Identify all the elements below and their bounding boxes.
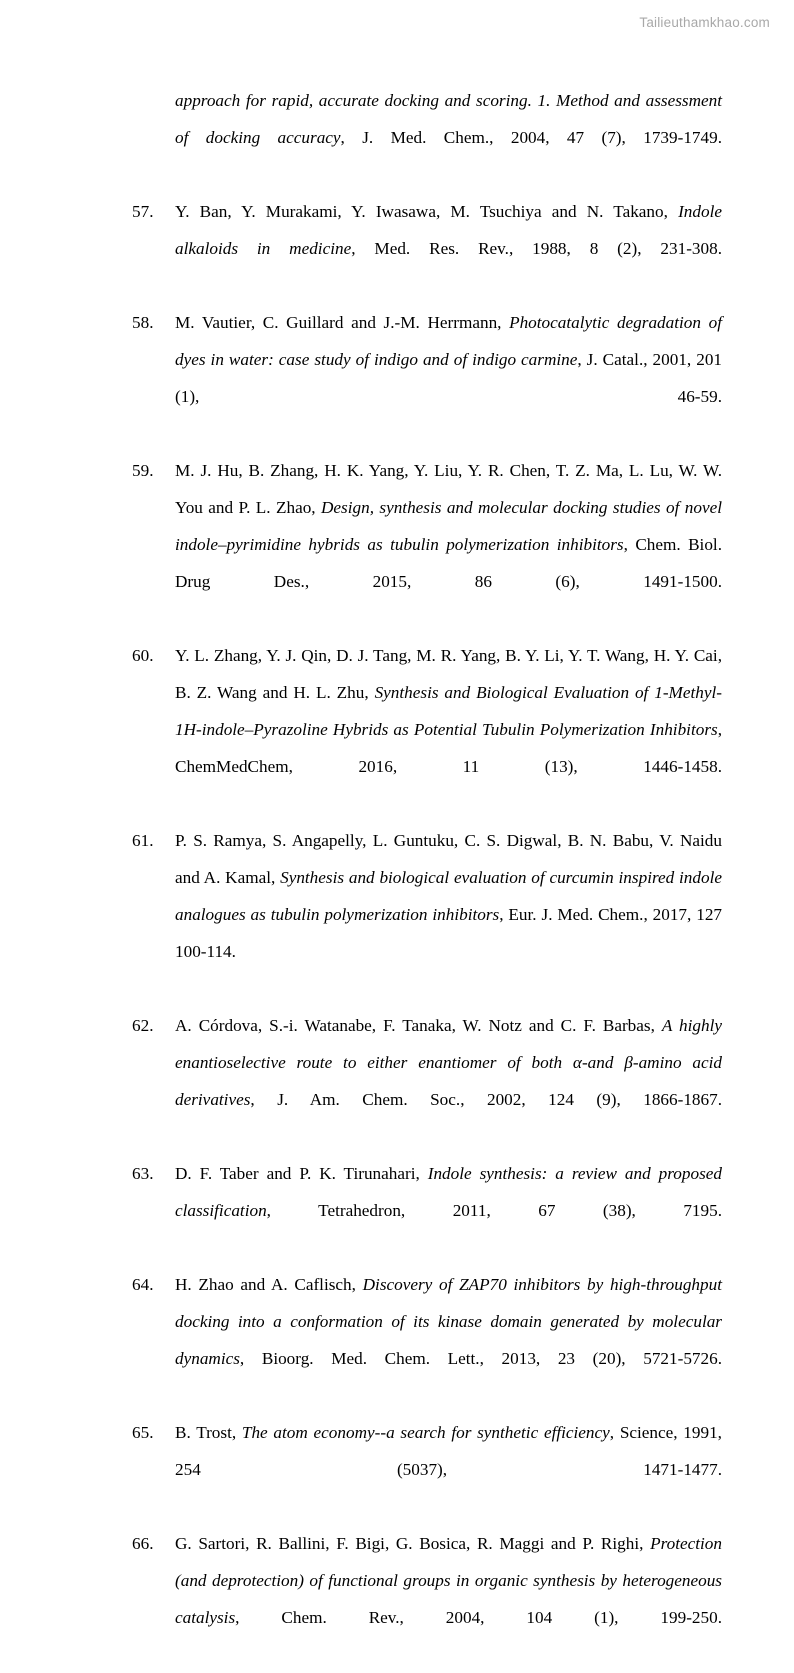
- reference-number: 58.: [132, 313, 154, 332]
- reference-authors: B. Trost,: [175, 1423, 242, 1442]
- reference-source: , Chem. Rev., 2004, 104 (1), 199-250.: [235, 1608, 722, 1627]
- reference-authors: H. Zhao and A. Caflisch,: [175, 1275, 363, 1294]
- reference-text: [175, 304, 722, 452]
- reference-title: Discovery of ZAP70 inhibitors by high-throughput docking into a conformation of its kinase domain generated by molecular dynamics: [175, 1275, 722, 1368]
- reference-number: 65.: [132, 1423, 154, 1442]
- reference-entry: [132, 304, 722, 452]
- reference-number: 66.: [132, 1534, 154, 1553]
- reference-text: [175, 1525, 722, 1673]
- reference-authors: Y. Ban, Y. Murakami, Y. Iwasawa, M. Tsuchiya and N. Takano,: [175, 202, 679, 221]
- reference-authors: Y. L. Zhang, Y. J. Qin, D. J. Tang, M. R. Yang, B. Y. Li, Y. T. Wang, H. Y. Cai, B. Z. Wang and H. L. Zhu,: [175, 646, 722, 702]
- reference-number: 61.: [132, 831, 154, 850]
- reference-list: [132, 82, 722, 1673]
- reference-text: [175, 82, 722, 193]
- reference-source: , J. Catal., 2001, 201 (1), 46-59.: [175, 350, 723, 406]
- reference-authors: M. Vautier, C. Guillard and J.-M. Herrmann,: [175, 313, 510, 332]
- reference-entry: [132, 193, 722, 304]
- reference-source: , Chem. Biol. Drug Des., 2015, 86 (6), 1491-1500.: [175, 535, 722, 591]
- reference-authors: D. F. Taber and P. K. Tirunahari,: [175, 1164, 428, 1183]
- reference-source: , Med. Res. Rev., 1988, 8 (2), 231-308.: [351, 239, 722, 258]
- reference-authors: M. J. Hu, B. Zhang, H. K. Yang, Y. Liu, Y. R. Chen, T. Z. Ma, L. Lu, W. W. You and P. L. Zhao,: [175, 461, 722, 517]
- reference-text: [175, 1266, 722, 1414]
- reference-source: , Science, 1991, 254 (5037), 1471-1477.: [175, 1423, 722, 1479]
- reference-title: Photocatalytic degradation of dyes in water: case study of indigo and of indigo carmine: [175, 313, 722, 369]
- reference-authors: A. Córdova, S.-i. Watanabe, F. Tanaka, W. Notz and C. F. Barbas,: [175, 1016, 662, 1035]
- reference-entry: [132, 1007, 722, 1155]
- reference-source: , Eur. J. Med. Chem., 2017, 127 100-114.: [175, 905, 723, 961]
- reference-source: , J. Am. Chem. Soc., 2002, 124 (9), 1866-1867.: [250, 1090, 722, 1109]
- reference-entry: [132, 452, 722, 637]
- reference-source: , Bioorg. Med. Chem. Lett., 2013, 23 (20), 5721-5726.: [239, 1349, 722, 1368]
- reference-entry: [132, 1266, 722, 1414]
- reference-title: Indole alkaloids in medicine: [175, 202, 722, 258]
- reference-title: A highly enantioselective route to either enantiomer of both α-and β-amino acid derivatives: [175, 1016, 722, 1109]
- reference-source: , J. Med. Chem., 2004, 47 (7), 1739-1749.: [340, 128, 722, 147]
- reference-source: , ChemMedChem, 2016, 11 (13), 1446-1458.: [175, 720, 722, 776]
- reference-number: 59.: [132, 461, 154, 480]
- reference-number: 63.: [132, 1164, 154, 1183]
- reference-number: 60.: [132, 646, 154, 665]
- reference-number: 62.: [132, 1016, 154, 1035]
- reference-title: The atom economy--a search for synthetic efficiency: [241, 1423, 610, 1442]
- reference-text: [175, 637, 722, 822]
- reference-entry: [132, 1414, 722, 1525]
- reference-text: [175, 1007, 722, 1155]
- reference-title: Protection (and deprotection) of functional groups in organic synthesis by heterogeneous catalysis: [175, 1534, 722, 1627]
- watermark-text: Tailieuthamkhao.com: [639, 15, 770, 30]
- reference-entry: [132, 1525, 722, 1673]
- reference-text: [175, 193, 722, 304]
- reference-text: [175, 1155, 722, 1266]
- reference-authors: G. Sartori, R. Ballini, F. Bigi, G. Bosica, R. Maggi and P. Righi,: [175, 1534, 651, 1553]
- reference-entry: [132, 637, 722, 822]
- reference-text: [175, 452, 722, 637]
- reference-entry: [132, 822, 722, 1007]
- reference-text: [175, 1414, 722, 1525]
- reference-authors: P. S. Ramya, S. Angapelly, L. Guntuku, C. S. Digwal, B. N. Babu, V. Naidu and A. Kamal,: [175, 831, 722, 887]
- reference-number: 64.: [132, 1275, 154, 1294]
- reference-text: [175, 822, 722, 1007]
- reference-title: approach for rapid, accurate docking and scoring. 1. Method and assessment of docking accuracy: [175, 91, 722, 147]
- reference-source: , Tetrahedron, 2011, 67 (38), 7195.: [266, 1201, 722, 1220]
- reference-title: Synthesis and biological evaluation of curcumin inspired indole analogues as tubulin polymerization inhibitors: [175, 868, 722, 924]
- reference-entry: [132, 82, 722, 193]
- reference-title: Synthesis and Biological Evaluation of 1-Methyl-1H-indole–Pyrazoline Hybrids as Potential Tubulin Polymerization Inhibitors: [175, 683, 722, 739]
- reference-entry: [132, 1155, 722, 1266]
- reference-title: Design, synthesis and molecular docking studies of novel indole–pyrimidine hybrids as tubulin polymerization inhibitors: [175, 498, 722, 554]
- reference-number: 57.: [132, 202, 154, 221]
- reference-title: Indole synthesis: a review and proposed classification: [175, 1164, 722, 1220]
